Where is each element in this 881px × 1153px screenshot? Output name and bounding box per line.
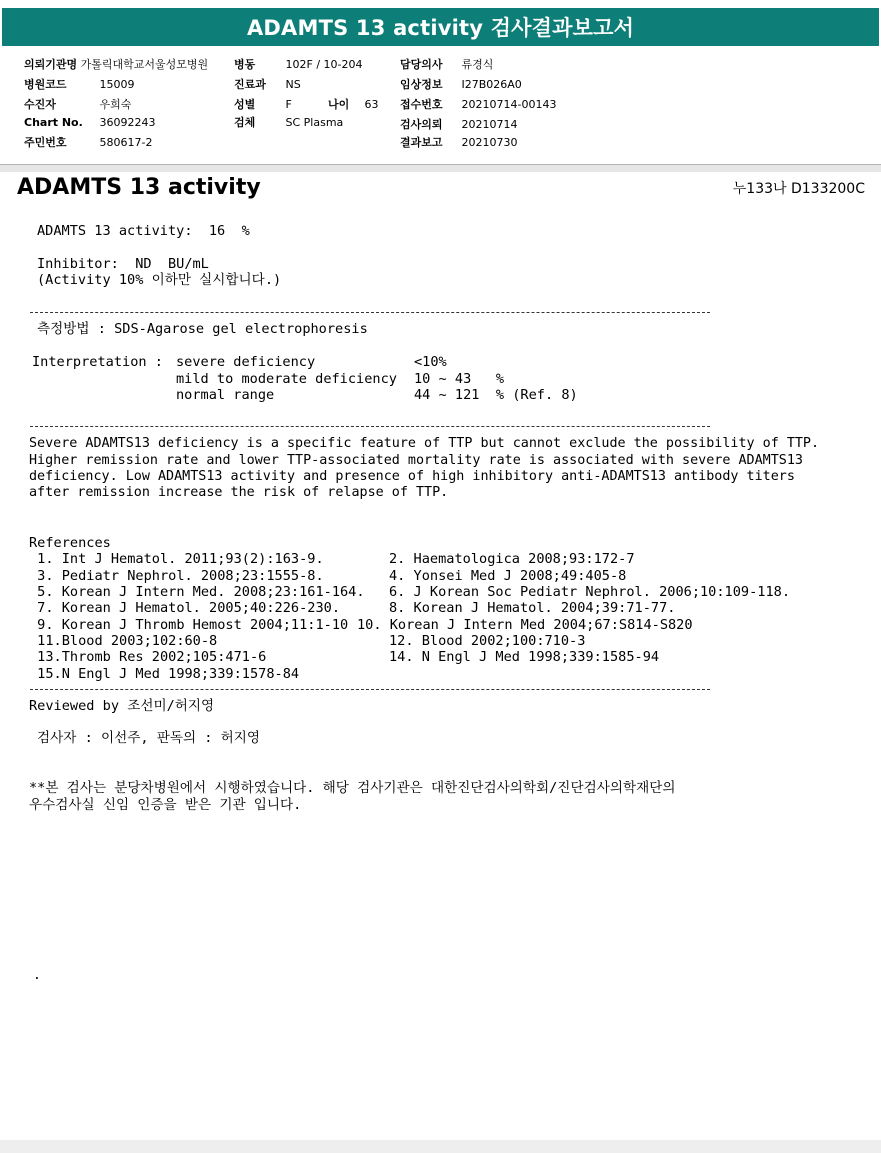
meta-chart-label: Chart No. <box>24 116 83 129</box>
interp-range-1: 10 ~ 43 % <box>414 371 505 387</box>
meta-report <box>400 134 518 150</box>
meta-receipt <box>400 96 556 112</box>
reference-left-1: 3. Pediatr Nephrol. 2008;23:1555-8. <box>29 568 324 584</box>
interp-range-0: <10% <box>414 354 447 370</box>
comment-line-2: deficiency. Low ADAMTS13 activity and presence of high inhibitory anti-ADAMTS13 antibody titers <box>29 469 795 484</box>
meta-report-value: 20210730 <box>461 136 518 149</box>
report-code: 누133나 D133200C <box>732 181 865 197</box>
footer-note-line-2: 우수검사실 신임 인증을 받은 기관 입니다. <box>29 797 302 813</box>
method-line: 측정방법 : SDS-Agarose gel electrophoresis <box>37 321 368 337</box>
meta-sex-value: F <box>285 98 292 111</box>
meta-request <box>400 116 518 132</box>
meta-age-value: 63 <box>364 98 379 111</box>
meta-chart-value: 36092243 <box>99 116 156 129</box>
reference-right-0: 2. Haematologica 2008;93:172-7 <box>389 551 635 567</box>
meta-specimen-label: 검체 <box>234 116 256 129</box>
top-strip <box>0 0 881 8</box>
meta-ward <box>234 56 362 72</box>
interp-name-1: mild to moderate deficiency <box>176 371 397 387</box>
meta-clinical-value: I27B026A0 <box>461 78 522 91</box>
reference-right-1: 4. Yonsei Med J 2008;49:405-8 <box>389 568 627 584</box>
meta-sex <box>234 96 292 112</box>
meta-ward-label: 병동 <box>234 58 256 71</box>
patient-meta-block <box>2 50 879 164</box>
meta-sex-label: 성별 <box>234 98 256 111</box>
meta-hospital-code-value: 15009 <box>99 78 135 91</box>
meta-dept-value: NS <box>285 78 301 91</box>
meta-id-label: 주민번호 <box>24 136 67 149</box>
reference-left-5: 11.Blood 2003;102:60-8 <box>29 633 218 649</box>
meta-id-value: 580617-2 <box>99 136 153 149</box>
meta-institution-label: 의뢰기관명 <box>24 58 78 71</box>
inhibitor-note: (Activity 10% 이하만 실시합니다.) <box>37 272 282 288</box>
activity-result: ADAMTS 13 activity: 16 % <box>37 223 250 239</box>
report-header-bar <box>2 8 879 46</box>
meta-request-value: 20210714 <box>461 118 518 131</box>
meta-doctor-value: 류경식 <box>461 58 494 71</box>
meta-request-label: 검사의뢰 <box>400 118 443 131</box>
reference-right-4: 10. Korean J Intern Med 2004;67:S814-S820 <box>357 617 693 633</box>
dashed-divider <box>30 426 710 427</box>
meta-hospital-code <box>24 76 135 92</box>
meta-dept-label: 진료과 <box>234 78 266 91</box>
meta-patient <box>24 96 131 112</box>
report-header-title: ADAMTS 13 activity 검사결과보고서 <box>246 16 635 40</box>
interp-name-2: normal range <box>176 387 275 403</box>
reference-right-3: 8. Korean J Hematol. 2004;39:71-77. <box>389 600 676 616</box>
meta-institution <box>24 56 208 72</box>
meta-patient-label: 수진자 <box>24 98 56 111</box>
reference-right-2: 6. J Korean Soc Pediatr Nephrol. 2006;10:109-118. <box>389 584 791 600</box>
section-divider <box>0 164 881 172</box>
meta-doctor <box>400 56 493 72</box>
meta-chart <box>24 116 156 129</box>
meta-receipt-value: 20210714-00143 <box>461 98 557 111</box>
meta-clinical-label: 임상정보 <box>400 78 443 91</box>
reference-left-7: 15.N Engl J Med 1998;339:1578-84 <box>29 666 300 682</box>
reference-right-5: 12. Blood 2002;100:710-3 <box>389 633 586 649</box>
reference-left-3: 7. Korean J Hematol. 2005;40:226-230. <box>29 600 340 616</box>
reference-left-2: 5. Korean J Intern Med. 2008;23:161-164. <box>29 584 365 600</box>
comment-line-3: after remission increase the risk of relapse of TTP. <box>29 485 449 500</box>
footer-note-line-1: **본 검사는 분당차병원에서 시행하였습니다. 해당 검사기관은 대한진단검사의학회/진단검사의학재단의 <box>29 780 676 796</box>
examiners-line: 검사자 : 이선주, 판독의 : 허지영 <box>37 730 261 746</box>
meta-ward-value: 102F / 10-204 <box>285 58 363 71</box>
reference-left-0: 1. Int J Hematol. 2011;93(2):163-9. <box>29 551 324 567</box>
stray-mark: . <box>33 968 41 983</box>
meta-doctor-label: 담당의사 <box>400 58 443 71</box>
page-bottom-band <box>0 1140 881 1153</box>
meta-receipt-label: 접수번호 <box>400 98 443 111</box>
reviewed-by: Reviewed by 조선미/허지영 <box>29 698 215 714</box>
meta-clinical <box>400 76 522 92</box>
comment-line-1: Higher remission rate and lower TTP-associated mortality rate is associated with severe ADAMTS13 <box>29 453 803 468</box>
reference-left-4: 9. Korean J Thromb Hemost 2004;11:1-10 <box>29 617 349 633</box>
references-title: References <box>29 535 111 551</box>
inhibitor-result: Inhibitor: ND BU/mL <box>37 256 209 272</box>
meta-hospital-code-label: 병원코드 <box>24 78 67 91</box>
dashed-divider <box>30 312 710 313</box>
interpretation-label: Interpretation : <box>32 354 163 370</box>
meta-specimen <box>234 114 343 130</box>
meta-specimen-value: SC Plasma <box>285 116 344 129</box>
meta-dept <box>234 76 301 92</box>
meta-institution-value: 가톨릭대학교서울성모병원 <box>80 58 209 71</box>
meta-patient-value: 우희숙 <box>99 98 132 111</box>
meta-report-label: 결과보고 <box>400 136 443 149</box>
reference-right-6: 14. N Engl J Med 1998;339:1585-94 <box>389 649 660 665</box>
meta-age-label: 나이 <box>328 98 350 111</box>
interp-name-0: severe deficiency <box>176 354 316 370</box>
meta-id <box>24 134 152 150</box>
report-title: ADAMTS 13 activity <box>17 175 261 200</box>
dashed-divider <box>30 689 710 690</box>
comment-line-0: Severe ADAMTS13 deficiency is a specific feature of TTP but cannot exclude the possibility of TTP. <box>29 436 820 451</box>
meta-age <box>328 96 379 112</box>
interp-range-2: 44 ~ 121 % (Ref. 8) <box>414 387 578 403</box>
reference-left-6: 13.Thromb Res 2002;105:471-6 <box>29 649 267 665</box>
